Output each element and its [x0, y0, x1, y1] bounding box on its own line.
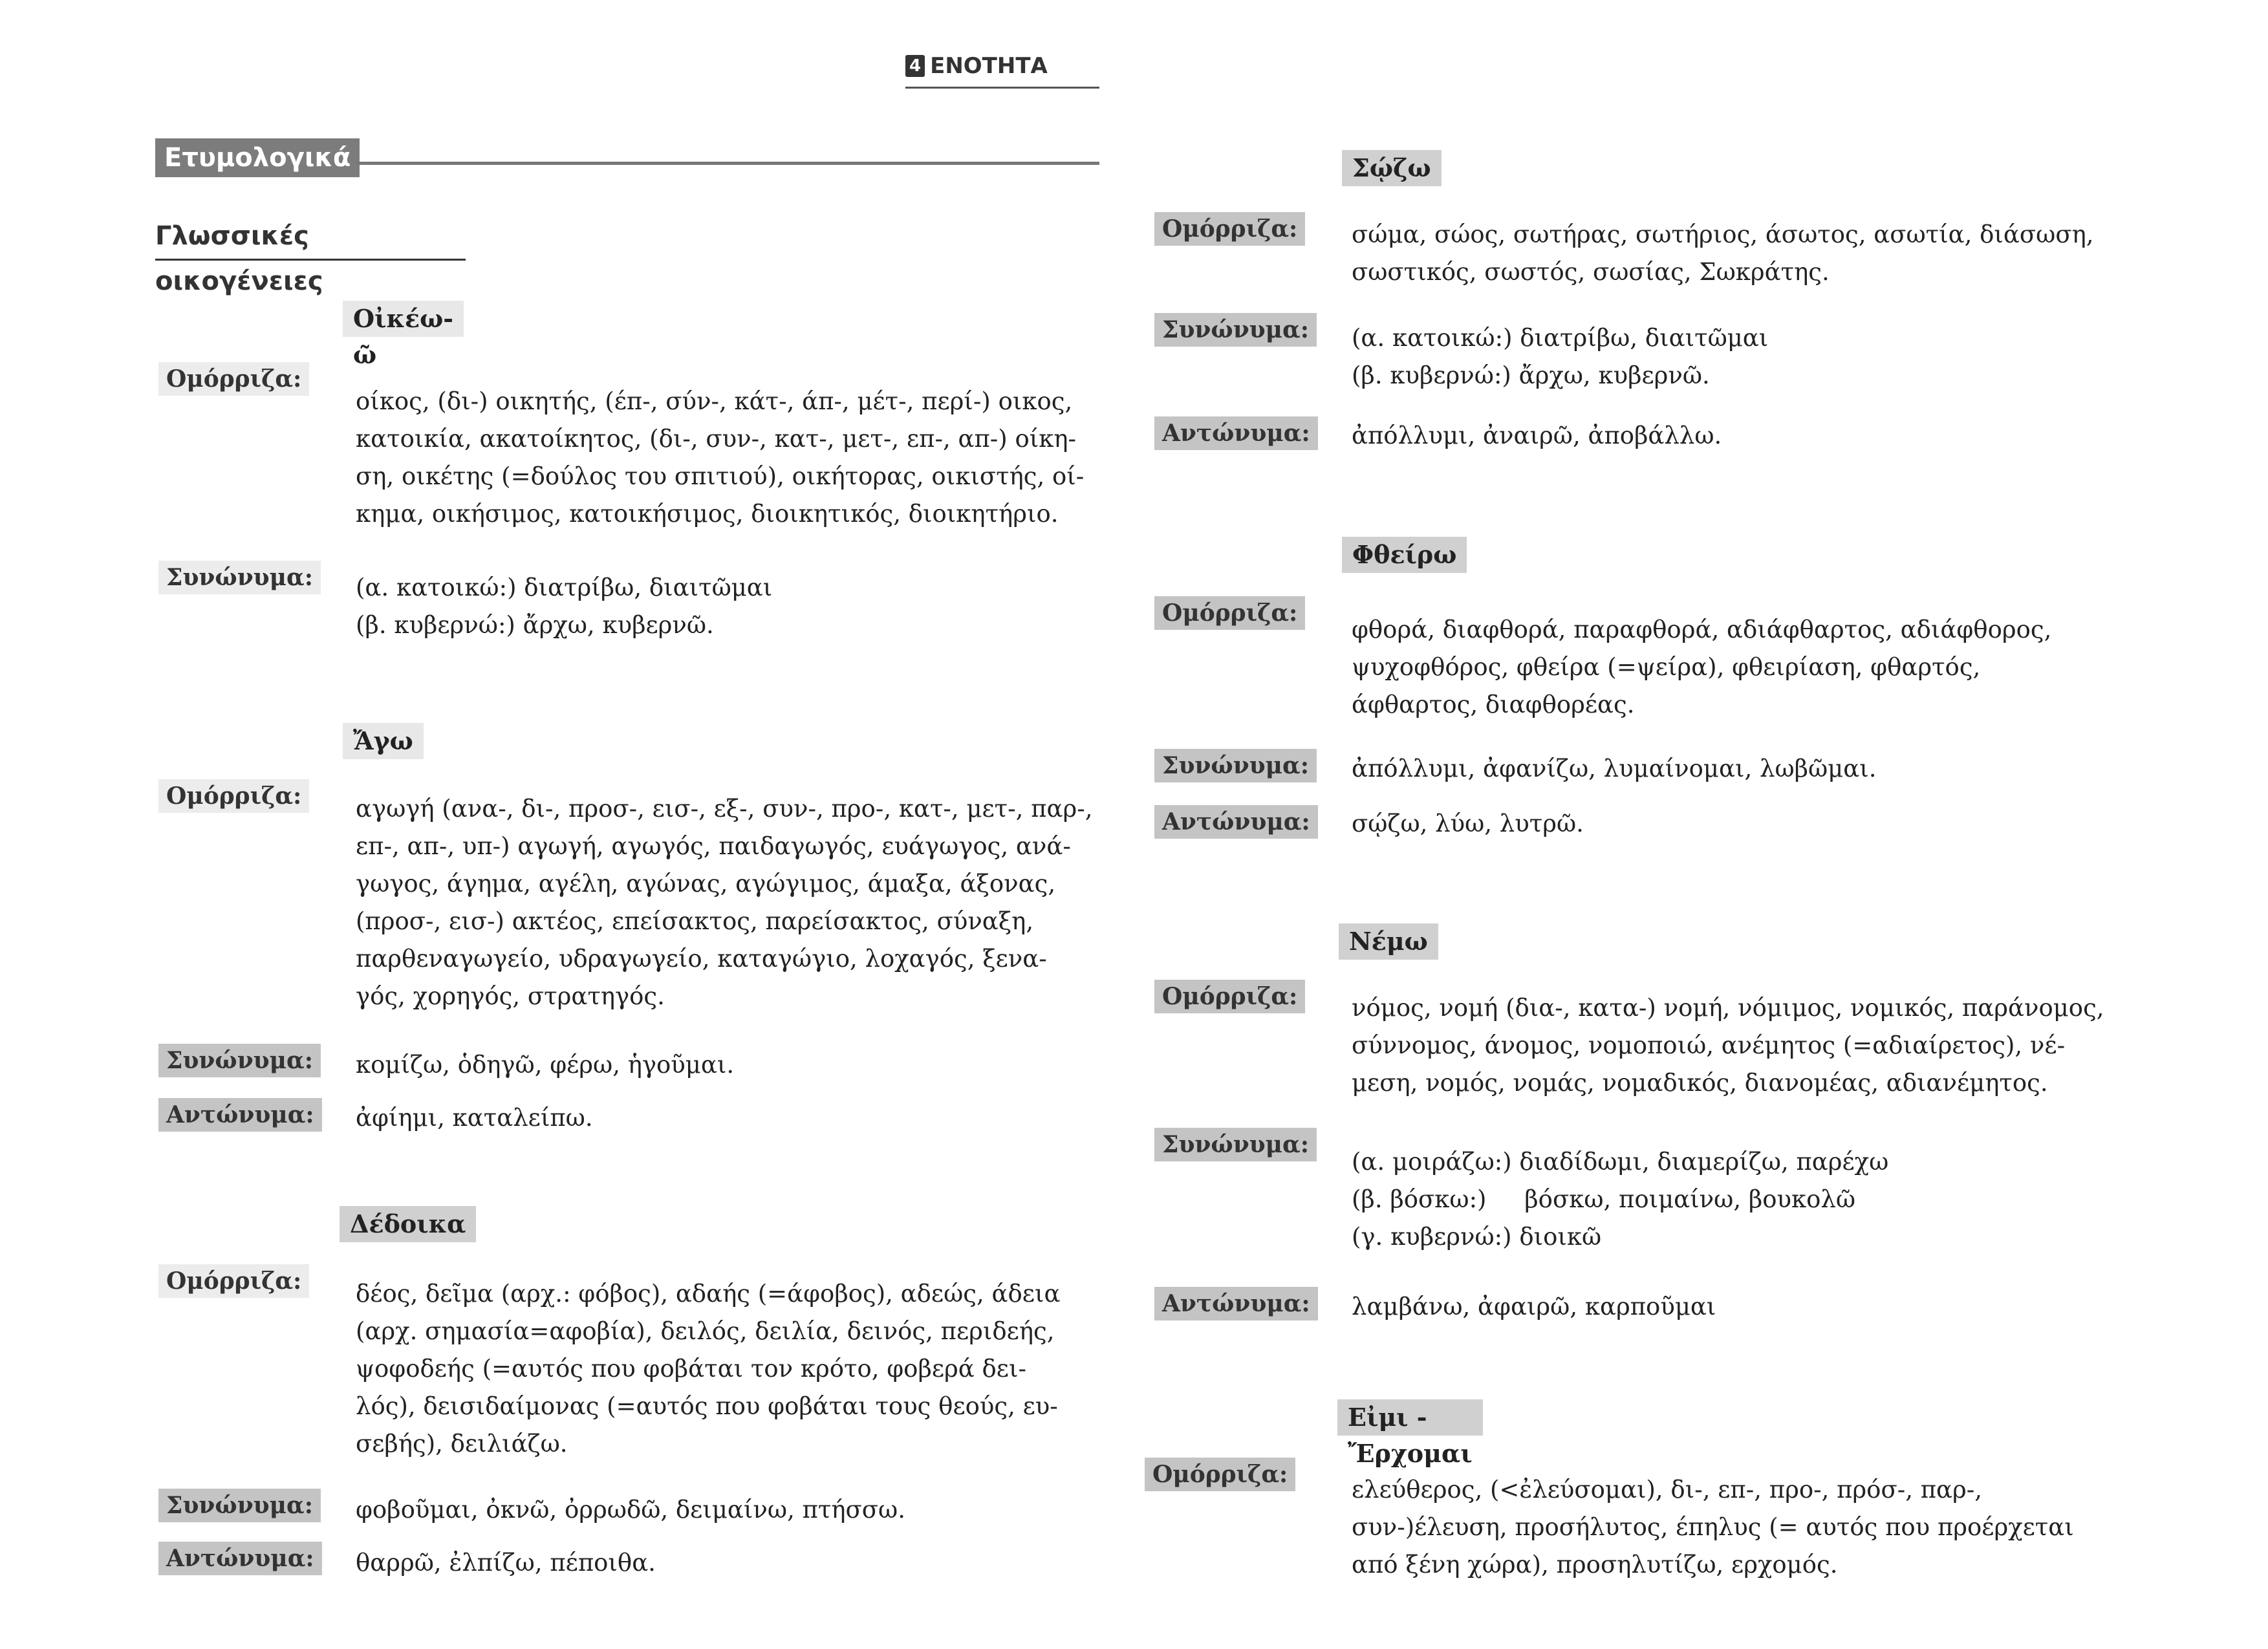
- synonyma-text: (α. κατοικώ:) διατρίβω, διαιτῶμαι (β. κυβερνώ:) ἄρχω, κυβερνῶ.: [356, 574, 773, 639]
- antonyma-text: λαμβάνω, ἀφαιρῶ, καρποῦμαι: [1352, 1293, 1716, 1320]
- label-antonyma: Αντώνυμα:: [1154, 805, 1318, 839]
- label-omorriza: Ομόρριζα:: [1154, 212, 1305, 246]
- family-title: Νέμω: [1339, 923, 1438, 960]
- family-title: Οἰκέω-ῶ: [343, 301, 464, 337]
- section-banner: [155, 138, 1099, 177]
- label-synonyma: Συνώνυμα:: [158, 561, 321, 594]
- label-synonyma: Συνώνυμα:: [1154, 1128, 1317, 1161]
- label-omorriza: Ομόρριζα:: [1145, 1458, 1295, 1491]
- synonyma-text: ἀπόλλυμι, ἀφανίζω, λυμαίνομαι, λωβῶμαι.: [1352, 755, 1877, 782]
- synonyma-text: κομίζω, ὁδηγῶ, φέρω, ἡγοῦμαι.: [356, 1051, 735, 1079]
- antonyma-text: ἀπόλλυμι, ἀναιρῶ, ἀποβάλλω.: [1352, 422, 1722, 449]
- label-antonyma: Αντώνυμα:: [1154, 1287, 1318, 1320]
- page-header: [905, 45, 1099, 89]
- label-antonyma: Αντώνυμα:: [1154, 416, 1318, 450]
- family-title: Ἄγω: [343, 723, 424, 759]
- label-antonyma: Αντώνυμα:: [158, 1098, 322, 1132]
- label-synonyma: Συνώνυμα:: [158, 1489, 321, 1522]
- family-title: Εἰμι - Ἔρχομαι: [1337, 1399, 1483, 1436]
- omorriza-text: σώμα, σώος, σωτήρας, σωτήριος, άσωτος, ασωτία, διάσωση, σωστικός, σωστός, σωσίας, Σωκράτης.: [1352, 221, 2094, 286]
- omorriza-text: ελεύθερος, (<ἐλεύσομαι), δι-, επ-, προ-, πρόσ-, παρ-, συν-)έλευση, προσήλυτος, έπηλυς (= αυτός που προέρχεται από ξένη χώρα), προσηλυτίζω, ερχομός.: [1352, 1476, 2074, 1579]
- section-rule: [356, 162, 1099, 165]
- label-omorriza: Ομόρριζα:: [1154, 980, 1305, 1013]
- label-synonyma: Συνώνυμα:: [1154, 749, 1317, 782]
- section-subtitle: Γλωσσικές οικογένειες: [155, 213, 466, 261]
- omorriza-text: οίκος, (δι-) οικητής, (έπ-, σύν-, κάτ-, άπ-, μέτ-, περί-) οικος, κατοικία, ακατοίκητος, (δι-, συν-, κατ-, μετ-, επ-, απ-) οίκη- ση, οικέτης (=δούλος του σπιτιού), οικήτορας, οικιστής, οί- κημα, οικήσιμος, κατοικήσιμος, διοικητικός, διοικητήριο.: [356, 387, 1085, 528]
- synonyma-text: (α. μοιράζω:) διαδίδωμι, διαμερίζω, παρέχω (β. βόσκω:) βόσκω, ποιμαίνω, βουκολῶ (γ. κυβερνώ:) διοικῶ: [1352, 1148, 1889, 1251]
- label-omorriza: Ομόρριζα:: [1154, 596, 1305, 630]
- omorriza-text: δέος, δεῖμα (αρχ.: φόβος), αδαής (=άφοβος), αδεώς, άδεια (αρχ. σημασία=αφοβία), δειλός, δειλία, δεινός, περιδεής, ψοφοδεής (=αυτός που φοβάται τον κρότο, φοβερά δει- λός), δεισιδαίμονας (=αυτός που φοβάται τους θεούς, ευ- σεβής), δειλιάζω.: [356, 1280, 1061, 1458]
- antonyma-text: σῴζω, λύω, λυτρῶ.: [1352, 810, 1584, 837]
- family-title: Φθείρω: [1342, 537, 1467, 573]
- label-omorriza: Ομόρριζα:: [158, 779, 309, 813]
- synonyma-text: φοβοῦμαι, ὀκνῶ, ὀρρωδῶ, δειμαίνω, πτήσσω.: [356, 1496, 905, 1524]
- label-omorriza: Ομόρριζα:: [158, 1264, 309, 1298]
- label-synonyma: Συνώνυμα:: [158, 1044, 321, 1077]
- unit-title: ΕΝΟΤΗΤΑ: [930, 53, 1048, 79]
- family-title: Δέδοικα: [340, 1206, 476, 1242]
- antonyma-text: ἀφίημι, καταλείπω.: [356, 1104, 593, 1132]
- omorriza-text: νόμος, νομή (δια-, κατα-) νομή, νόμιμος, νομικός, παράνομος, σύννομος, άνομος, νομοποιώ, ανέμητος (=αδιαίρετος), νέ- μεση, νομός, νομάς, νομαδικός, διανομέας, αδιανέμητος.: [1352, 994, 2104, 1097]
- omorriza-text: αγωγή (ανα-, δι-, προσ-, εισ-, εξ-, συν-, προ-, κατ-, μετ-, παρ-, επ-, απ-, υπ-) αγωγή, αγωγός, παιδαγωγός, ευάγωγος, ανά- γωγος, άγημα, αγέλη, αγώνας, αγώγιμος, άμαξα, άξονας, (προσ-, εισ-) ακτέος, επείσακτος, παρείσακτος, σύναξη, παρθεναγωγείο, υδραγωγείο, καταγώγιο, λοχαγός, ξενα- γός, χορηγός, στρατηγός.: [356, 795, 1093, 1010]
- antonyma-text: θαρρῶ, ἐλπίζω, πέποιθα.: [356, 1549, 656, 1577]
- synonyma-text: (α. κατοικώ:) διατρίβω, διαιτῶμαι (β. κυβερνώ:) ἄρχω, κυβερνῶ.: [1352, 324, 1769, 389]
- unit-number: 4: [905, 55, 925, 77]
- label-omorriza: Ομόρριζα:: [158, 362, 309, 396]
- family-title: Σῴζω: [1342, 150, 1442, 186]
- omorriza-text: φθορά, διαφθορά, παραφθορά, αδιάφθαρτος, αδιάφθορος, ψυχοφθόρος, φθείρα (=ψείρα), φθειρίαση, φθαρτός, άφθαρτος, διαφθορέας.: [1352, 616, 2052, 718]
- label-synonyma: Συνώνυμα:: [1154, 313, 1317, 347]
- label-antonyma: Αντώνυμα:: [158, 1542, 322, 1575]
- section-tag: Ετυμολογικά: [155, 138, 360, 177]
